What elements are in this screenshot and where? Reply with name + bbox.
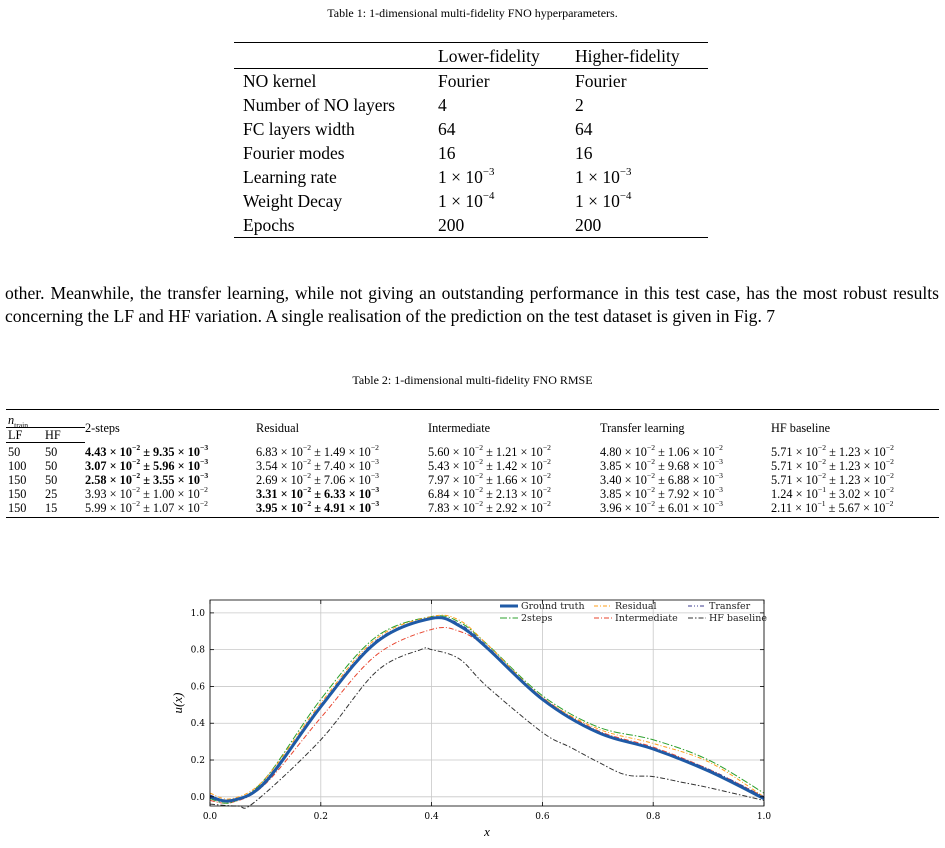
table2-lf-count: 100 — [8, 459, 27, 473]
table2-cell: $5.71 \times 10^{-2} \pm 1.23 \times 10^{-2}$ — [771, 470, 894, 487]
x-axis-label: x — [484, 824, 490, 839]
table1-lf-value: 4 — [438, 95, 447, 115]
table2-cell: $2.69 \times 10^{-2} \pm 7.06 \times 10^{-3}$ — [256, 470, 379, 487]
x-tick-label: 0.8 — [646, 812, 661, 822]
plot-frame — [210, 600, 764, 806]
table2-cell: $6.84 \times 10^{-2} \pm 2.13 \times 10^{-2}$ — [428, 484, 551, 501]
table2-cell: $3.96 \times 10^{-2} \pm 6.01 \times 10^{-3}$ — [600, 498, 723, 515]
y-tick-label: 0.0 — [190, 792, 205, 803]
series-line-ground-truth — [210, 618, 764, 801]
y-tick-label: 0.2 — [190, 756, 205, 767]
table2-cell: $5.43 \times 10^{-2} \pm 1.42 \times 10^{-2}$ — [428, 456, 551, 473]
table2-header-cell: Residual — [256, 420, 300, 435]
table2-lf-count: 150 — [8, 487, 27, 501]
table2-cell-best: $3.31 \times 10^{-2} \pm 6.33 \times 10^{-3}$ — [256, 484, 380, 501]
table2-hf-count: 15 — [45, 501, 58, 515]
table2-cell: $3.40 \times 10^{-2} \pm 6.88 \times 10^{-3}$ — [600, 470, 723, 487]
table2-cell-best: $3.95 \times 10^{-2} \pm 4.91 \times 10^{-3}$ — [256, 498, 380, 515]
x-tick-label: 1.0 — [756, 812, 772, 822]
table2-header-cell: Intermediate — [428, 420, 491, 435]
table1-label: Epochs — [243, 215, 295, 235]
legend-entry: Transfer — [709, 601, 751, 612]
table2-cell: $1.24 \times 10^{-1} \pm 3.02 \times 10^{-2}$ — [771, 484, 894, 501]
y-tick-label: 1.0 — [190, 608, 205, 619]
table1-lf-value: $1 \times 10^{-3}$ — [438, 165, 495, 187]
x-tick-label: 0.6 — [535, 812, 550, 822]
table2-subheader-hf: HF — [43, 428, 85, 443]
table2-cell: $5.71 \times 10^{-2} \pm 1.23 \times 10^{-2}$ — [771, 442, 894, 459]
table1-hyperparameters — [234, 42, 708, 238]
table2-cell: $4.80 \times 10^{-2} \pm 1.06 \times 10^{-2}$ — [600, 442, 723, 459]
table2-rmse — [6, 409, 939, 518]
series-line-hf-baseline — [210, 648, 764, 809]
table2-row — [6, 501, 939, 518]
table1-header-empty — [234, 43, 429, 69]
table2-cell: $3.54 \times 10^{-2} \pm 7.40 \times 10^{-3}$ — [256, 456, 379, 473]
table1-hf-value: $1 \times 10^{-3}$ — [575, 165, 632, 187]
table1-row — [234, 189, 708, 213]
table1-label: Weight Decay — [243, 191, 343, 211]
table2-hf-count: 50 — [45, 445, 58, 459]
table1-lf-value: Fourier — [438, 71, 490, 91]
table1-lf-value: 64 — [438, 119, 456, 139]
table1-lf-value: 200 — [438, 215, 465, 235]
table1-hf-value: 200 — [575, 215, 602, 235]
table2-header-cell: HF baseline — [771, 420, 831, 435]
body-paragraph: other. Meanwhile, the transfer learning, while not giving an outstanding performance in this test case, has the most robust results concerning the LF and HF variation. A single realisation of the prediction on the test dataset is given in Fig. 7 — [5, 283, 939, 326]
table1-row — [234, 165, 708, 189]
series-line-transfer — [210, 617, 764, 801]
legend-entry: Ground truth — [521, 601, 585, 612]
table2-cell: $3.85 \times 10^{-2} \pm 7.92 \times 10^{-3}$ — [600, 484, 723, 501]
y-tick-label: 0.4 — [190, 719, 205, 730]
table2-cell: $3.93 \times 10^{-2} \pm 1.00 \times 10^{-2}$ — [85, 484, 208, 501]
table2-lf-count: 50 — [8, 445, 21, 459]
table1-label: NO kernel — [243, 71, 317, 91]
series-line-residual — [210, 615, 764, 799]
table2-row — [6, 487, 939, 501]
legend-entry: HF baseline — [709, 613, 767, 624]
table1-row — [234, 69, 708, 94]
y-axis-label: u(x) — [170, 692, 185, 714]
table2-row — [6, 459, 939, 473]
table2-cell: $5.99 \times 10^{-2} \pm 1.07 \times 10^{-2}$ — [85, 498, 208, 515]
prediction-line-chart — [160, 590, 800, 848]
table1-hf-value: Fourier — [575, 71, 627, 91]
table2-lf-count: 150 — [8, 501, 27, 515]
table2-lf-count: 150 — [8, 473, 27, 487]
table1-header-lf: Lower-fidelity — [429, 43, 566, 69]
x-tick-label: 0.2 — [313, 812, 328, 822]
table2-hf-count: 50 — [45, 473, 58, 487]
table2-header-row — [6, 410, 939, 428]
table2-cell-best: $4.43 \times 10^{-2} \pm 9.35 \times 10^{-3}$ — [85, 442, 209, 459]
table1-hf-value: $1 \times 10^{-4}$ — [575, 189, 632, 211]
series-line-intermediate — [210, 627, 764, 803]
series-line-2steps — [210, 616, 764, 804]
table1-lf-value: $1 \times 10^{-4}$ — [438, 189, 495, 211]
table2-cell: $7.83 \times 10^{-2} \pm 2.92 \times 10^{-2}$ — [428, 498, 551, 515]
ntrain-symbol: n — [8, 413, 15, 427]
table1-label: Learning rate — [243, 167, 337, 187]
table1-lf-value: 16 — [438, 143, 456, 163]
y-tick-label: 0.8 — [190, 645, 205, 656]
table2-hf-count: 25 — [45, 487, 58, 501]
table2-hf-count: 50 — [45, 459, 58, 473]
table2-cell: $3.85 \times 10^{-2} \pm 9.68 \times 10^{-3}$ — [600, 456, 723, 473]
table2-caption: Table 2: 1-dimensional multi-fidelity FNO RMSE — [352, 373, 593, 387]
table2-subheader-lf: LF — [6, 428, 43, 443]
table1-row — [234, 93, 708, 117]
table2-row — [6, 473, 939, 487]
table2-cell: $2.11 \times 10^{-1} \pm 5.67 \times 10^{-2}$ — [771, 498, 894, 515]
legend-entry: 2steps — [521, 613, 553, 624]
table1-label: Number of NO layers — [243, 95, 396, 115]
table2-cell-best: $3.07 \times 10^{-2} \pm 5.96 \times 10^{-3}$ — [85, 456, 209, 473]
y-tick-label: 0.6 — [190, 682, 205, 693]
x-tick-label: 0.4 — [424, 812, 439, 822]
legend-entry: Intermediate — [615, 613, 678, 624]
table1-header-hf: Higher-fidelity — [566, 43, 708, 69]
x-tick-label: 0.0 — [202, 812, 218, 822]
table1-header-row — [234, 43, 708, 69]
legend-entry: Residual — [615, 601, 657, 612]
table2-ntrain-header — [6, 410, 85, 428]
table1-hf-value: 2 — [575, 95, 584, 115]
table1-label: Fourier modes — [243, 143, 345, 163]
table1-hf-value: 16 — [575, 143, 593, 163]
table2-header-cell: 2-steps — [85, 420, 120, 435]
table2-row — [6, 443, 939, 460]
table1-row — [234, 141, 708, 165]
table1-hf-value: 64 — [575, 119, 593, 139]
table1-label: FC layers width — [243, 119, 355, 139]
table2-cell: $7.97 \times 10^{-2} \pm 1.66 \times 10^{-2}$ — [428, 470, 551, 487]
table1-row — [234, 213, 708, 238]
table2-cell-best: $2.58 \times 10^{-2} \pm 3.55 \times 10^{-3}$ — [85, 470, 209, 487]
table2-header-cell: Transfer learning — [600, 420, 685, 435]
table1-row — [234, 117, 708, 141]
table2-cell: $6.83 \times 10^{-2} \pm 1.49 \times 10^{-2}$ — [256, 442, 379, 459]
table2-cell: $5.60 \times 10^{-2} \pm 1.21 \times 10^{-2}$ — [428, 442, 551, 459]
table2-cell: $5.71 \times 10^{-2} \pm 1.23 \times 10^{-2}$ — [771, 456, 894, 473]
ntrain-subscript: train — [14, 420, 29, 430]
table1-caption: Table 1: 1-dimensional multi-fidelity FNO hyperparameters. — [327, 6, 618, 20]
